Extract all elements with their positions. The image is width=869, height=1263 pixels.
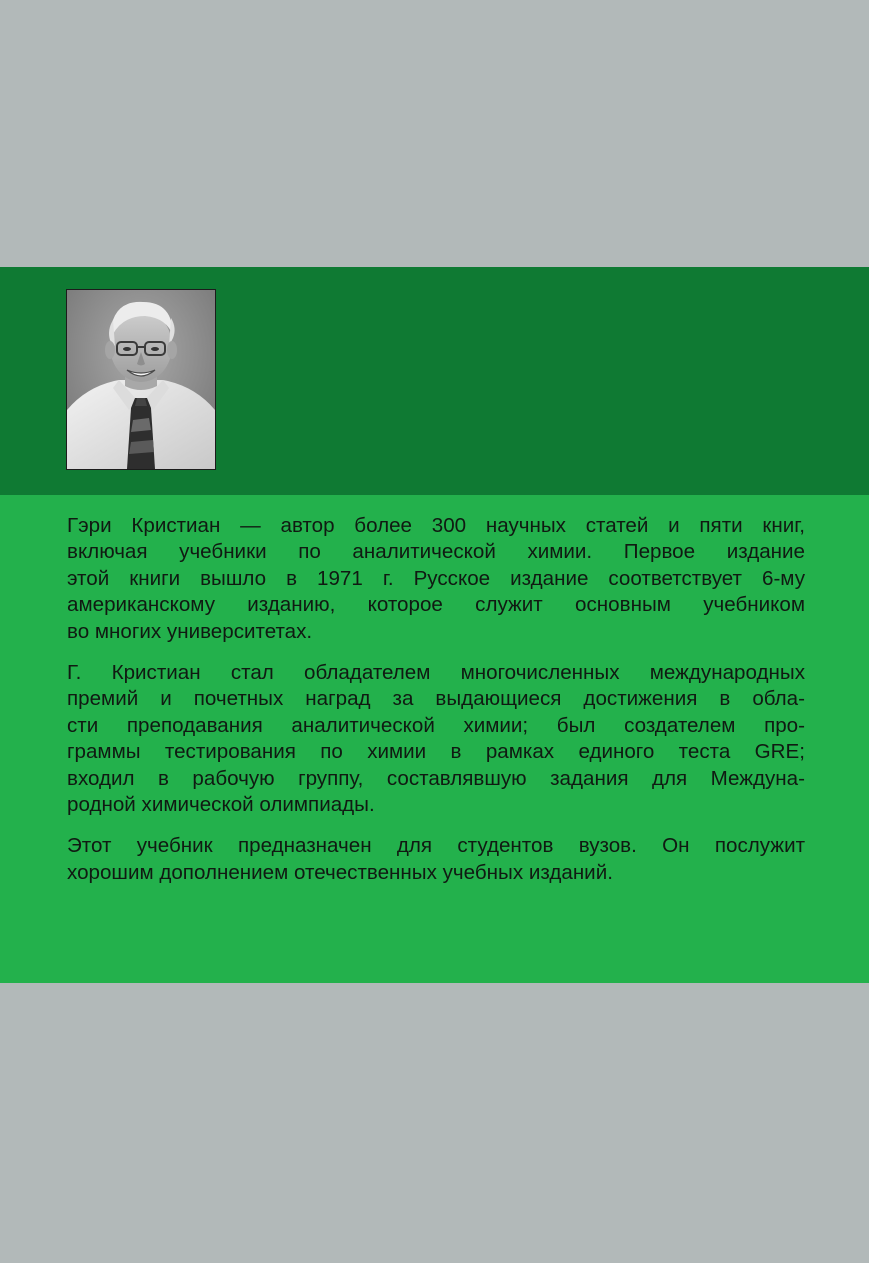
paragraph-line: входил в рабочую группу, составлявшую задания для Междуна-: [67, 766, 805, 790]
paragraph-line: граммы тестирования по химии в рамках единого теста GRE;: [67, 740, 805, 764]
paragraph-1: [67, 513, 805, 645]
paragraph-line: Г. Кристиан стал обладателем многочисленных международных: [67, 661, 805, 685]
paragraph-line: премий и почетных наград за выдающиеся достижения в обла-: [67, 687, 805, 711]
paragraph-3: [67, 833, 805, 886]
bottom-margin: [0, 983, 869, 1263]
top-margin: [0, 0, 869, 267]
paragraph-line: во многих университетах.: [67, 619, 313, 643]
author-photo: [66, 289, 216, 470]
paragraph-line: хорошим дополнением отечественных учебных изданий.: [67, 860, 613, 884]
paragraph-line: включая учебники по аналитической химии. Первое издание: [67, 540, 805, 564]
author-description: [67, 513, 805, 901]
paragraph-line: американскому изданию, которое служит основным учебником: [67, 593, 805, 617]
paragraph-2: [67, 660, 805, 818]
paragraph-line: Гэри Кристиан — автор более 300 научных статей и пяти книг,: [67, 514, 805, 537]
paragraph-line: этой книги вышло в 1971 г. Русское издание соответствует 6-му: [67, 566, 805, 590]
paragraph-line: родной химической олимпиады.: [67, 793, 375, 817]
paragraph-line: Этот учебник предназначен для студентов вузов. Он послужит: [67, 834, 805, 858]
author-portrait-image: [67, 290, 215, 469]
paragraph-line: сти преподавания аналитической химии; был создателем про-: [67, 713, 805, 737]
